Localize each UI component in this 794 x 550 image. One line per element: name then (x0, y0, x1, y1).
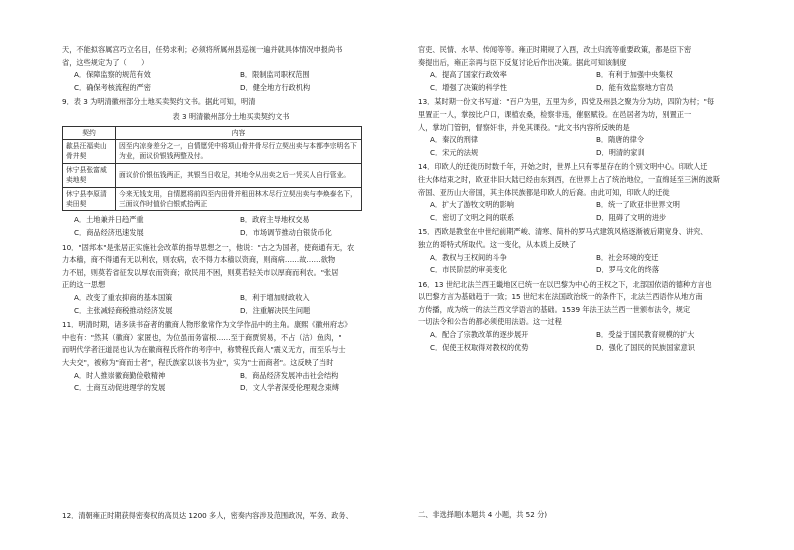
table-row (63, 163, 362, 187)
q15-option-a[interactable]: A．教权与王权间的斗争 (430, 252, 507, 262)
q11-line: 中也有："然其（徽商）家匿也，为位虽而务富根……至于商贾贸易，不占（沽）鱼肉，" (62, 332, 342, 342)
q13-line: 里置正一人，掌按比户口，课植农桑，检察非违，催驱赋役。在邑居者为坊，别置正一 (418, 109, 692, 119)
q13-line: 13．某时期一份文书写道："百户为里，五里为乡，四党及州县之聚为分为坊，四阶为村；"每 (418, 97, 715, 107)
q15-option-c[interactable]: C．市民阶层的审美变化 (430, 265, 507, 275)
q8-option-b[interactable]: B．限制监司职权范围 (240, 70, 310, 80)
q9-option-d[interactable]: D．市场调节推动白银货币化 (240, 228, 332, 237)
q10-options (62, 292, 400, 317)
q14-option-a[interactable]: A．扩大了游牧文明的影响 (430, 200, 514, 210)
q16-options (418, 329, 756, 354)
q11-option-a[interactable]: A．时人推崇徽商勤俭敬精神 (74, 370, 166, 380)
q10-line: 10．"固邦本"是张居正实施社会改革的指导思想之一，他说："古之为国者，使商通有无，农 (62, 242, 355, 252)
q10-stem (62, 242, 400, 292)
q12-stem-start: 12．清朝雍正时期获得密奏权的高员达 1200 多人，密奏内容涉及范围政况，军务、政务、 (62, 511, 353, 520)
q11-line: 11．明清时期，诸多读书奋者的徽商人物形象常作为文学作品中的主角。康熙《徽州府志》 (62, 320, 352, 330)
q12-option-c[interactable]: C．增强了决策的科学性 (430, 82, 507, 92)
q10-line: 力本穑，商不得通有无以利农，则农病，农不得力本穑以资商，则商病……故……欲物 (62, 255, 336, 265)
q11-option-b[interactable]: B．商品经济发展冲击社会结构 (240, 370, 339, 380)
q14-line: 往大体结束之时，欧亚非旧大陆已经由东到西，在世界上占了统治地位，一直绵延至三洲的波斯 (418, 174, 720, 184)
q16-line: 一切法令和公告的都必须使用法语。这一过程 (418, 317, 562, 327)
q8-stem-line-1: 天，不能拟容属宫巧立名目，任势求利；必须将所属州县巡视一遍并就具体情况申报尚书 (62, 45, 343, 54)
q9-option-c[interactable]: C．商品经济迅速发展 (74, 228, 144, 237)
q10-option-c[interactable]: C．主张减轻商税推动经济发展 (74, 305, 173, 315)
table-header: 契约 (63, 126, 116, 139)
table-header-row (63, 126, 362, 139)
q10-line: 正的这一思想 (62, 280, 106, 290)
right-column (418, 44, 756, 354)
q14-line: 14．印欧人的迁徙历时数千年，开始之时，世界上只有零星存在的个别文明中心。印欧人迁 (418, 162, 708, 172)
q8-options (62, 69, 400, 94)
q13-option-d[interactable]: D．明清的家训 (596, 147, 645, 157)
q10-option-d[interactable]: D．注重解决民生问题 (240, 305, 311, 315)
q13-options (418, 134, 756, 159)
q9-stem: 9．表 3 为明清徽州部分土地买卖契约文书。据此可知，明清 (62, 97, 256, 107)
q13-option-b[interactable]: B．隋唐的律令 (596, 135, 645, 145)
q12-line: 奏提出后，雍正亲再与臣下反复讨论后作出决策。据此可知该制度 (418, 57, 627, 67)
deed-content: 因至内凉身差分之一，自情愿凭中将项山骨井骨尽行立契出卖与本都李宗明名下为业，面议价银钱两整及付。 (116, 139, 362, 163)
q15-line: 15．西欧是教堂在中世纪前期严峻、清寒、简朴的罗马式建筑风格逐渐被后期宽身、讲究、 (418, 227, 708, 237)
deed-name: 休宁县李原清卖田契 (63, 187, 116, 211)
q11-options (62, 370, 400, 395)
q15-line: 独立的哥特式所取代。这一变化，从本质上反映了 (418, 239, 577, 249)
q11-line: 大夫交"，被称为"商而士者"，程氏族家以该书为业"，实为"士而商者"。这反映了当时 (62, 357, 334, 367)
q14-stem (418, 161, 756, 199)
q8-option-d[interactable]: D．健全地方行政机构 (240, 82, 311, 92)
q15-options (418, 252, 756, 277)
q14-option-c[interactable]: C．密切了文明之间的联系 (430, 212, 515, 222)
q16-line: 以巴黎方言为基础趋于一致；15 世纪末在法国政治统一的条件下，北法兰西语作从地方南 (418, 292, 703, 302)
q13-option-c[interactable]: C．宋元的法规 (430, 147, 479, 157)
q14-options (418, 199, 756, 224)
q16-option-a[interactable]: A．配合了宗教改革的逐步展开 (430, 330, 529, 340)
q9-option-b[interactable]: B．政府主导地权交易 (240, 215, 310, 225)
q13-option-a[interactable]: A．秦汉的刑律 (430, 135, 479, 145)
q14-option-d[interactable]: D．阻碍了文明的进步 (596, 212, 667, 222)
q16-line: 方传播，成为统一的法兰西文学语言的基础。1539 年法王法兰西一世颁布法令，规定 (418, 304, 691, 314)
q11-line: 而明代学者汪道昆也认为在徽商程氏将作的考序中，称赞程氏商人"震义无方，而至乐与士 (62, 345, 346, 355)
q12-line: 官吏、民情、水旱、传闻等等。雍正时期规了入酉，改土归流等重要政策，都是臣下密 (418, 45, 692, 54)
q10-line: 力不屈，则莫若省征发以厚农而资商；欲民用不困，则莫若轻关市以厚商而利农。"张居 (62, 267, 339, 277)
q14-line: 帝国、亚历山大帝国，其主体民族都是印欧人的后裔。由此可知，印欧人的迁徙 (418, 187, 670, 197)
q16-line: 16．13 世纪北法兰西王畿地区已统一在以巴黎为中心的王权之下，北部国依语的德种方言也 (418, 279, 712, 289)
q15-option-d[interactable]: D．罗马文化的终落 (596, 265, 660, 275)
table-header: 内容 (116, 126, 362, 139)
q16-option-c[interactable]: C．促使王权取得对教权的优势 (430, 342, 529, 352)
q14-option-b[interactable]: B．统一了欧亚非世界文明 (596, 200, 680, 210)
q11-stem (62, 319, 400, 369)
q8-option-a[interactable]: A．保障监察的规范有效 (74, 70, 151, 80)
left-column (62, 44, 400, 395)
table-row (63, 139, 362, 163)
q12-option-a[interactable]: A．提高了国家行政效率 (430, 70, 507, 80)
deed-content: 今来无钱支用，自情愿将前四至内田骨并租田林木尽行立契出卖与李焕泰名下，三面议作时值价白银贰拾两正 (116, 187, 362, 211)
q15-stem (418, 226, 756, 251)
q11-option-c[interactable]: C．士商互动促进理学的发展 (74, 383, 166, 393)
q16-stem (418, 279, 756, 329)
q16-option-b[interactable]: B．受益于国民教育规模的扩大 (596, 330, 695, 340)
q9-option-a[interactable]: A．土地兼并日趋严重 (74, 215, 144, 225)
q15-option-b[interactable]: B．社会环境的变迁 (596, 252, 659, 262)
q12-option-d[interactable]: D．能有效监察地方官员 (596, 82, 674, 92)
q13-stem (418, 96, 756, 134)
q10-option-b[interactable]: B．利于增加财政收入 (240, 292, 310, 302)
q16-option-d[interactable]: D．强化了国民的民族国家意识 (596, 342, 695, 352)
section-heading: 二、非选择题(本题共 4 小题，共 52 分) (418, 510, 548, 519)
q10-option-a[interactable]: A．改变了重农抑商的基本国策 (74, 292, 173, 302)
q13-line: 人，掌坊门管钥，督察奸非，并免其课役。"此文书内容所反映的是 (418, 122, 630, 132)
q8-option-c[interactable]: C．确保考核流程的严密 (74, 82, 151, 92)
deed-name: 休宁县张富威卖地契 (63, 163, 116, 187)
q8-stem-line-2: 省，这些规定为了（ ） (62, 57, 149, 67)
deed-name: 歙县汪福卖山骨井契 (63, 139, 116, 163)
q12-options (418, 69, 756, 94)
q9-options (62, 214, 400, 239)
q9-table-caption: 表 3 明清徽州部分土地买卖契约文书 (172, 111, 290, 121)
q12-option-b[interactable]: B．有利于加强中央集权 (596, 70, 673, 80)
table-row (63, 187, 362, 211)
q11-option-d[interactable]: D．文人学者深受伦理观念束缚 (240, 383, 339, 393)
deed-content: 面议价价银伍钱两正，其银当日收足，其地令从出卖之后一凭买人自行管业。 (116, 163, 362, 187)
land-deed-table (62, 126, 362, 212)
